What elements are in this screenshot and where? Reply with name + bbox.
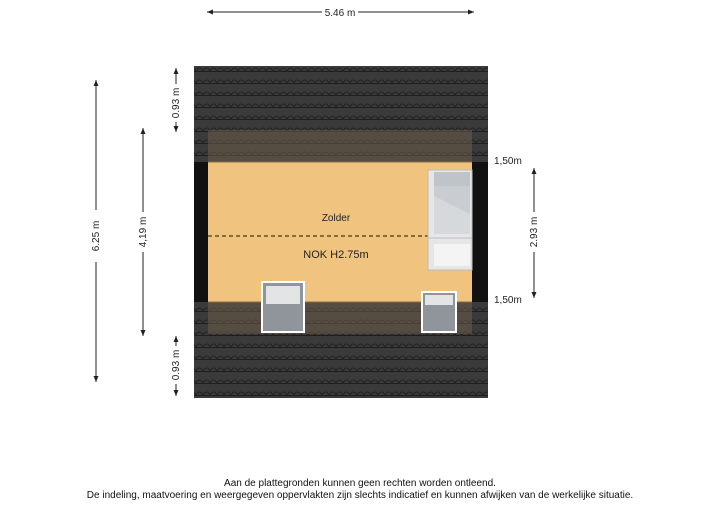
right-span-dimension [529,168,540,298]
roof-window-left [262,282,304,332]
left-bottom-dimension [171,336,182,396]
top-width-dimension [207,8,474,19]
right-span-label: 2.93 m [529,216,540,248]
ridge-height-label: NOK H2.75m [303,249,369,261]
left-top-dimension [171,68,182,132]
left-inner-label: 4,19 m [138,216,149,248]
wall-left [194,162,208,302]
left-total-dimension [91,80,102,382]
left-total-label: 6.25 m [91,220,102,252]
right-top-height-label: 1,50m [494,156,522,167]
top-width-label: 5.46 m [324,8,356,19]
disclaimer-line-1: Aan de plattegronden kunnen geen rechten worden ontleend. [224,478,496,489]
left-inner-dimension [138,128,149,336]
room-name: Zolder [321,213,351,224]
right-bottom-height-label: 1,50m [494,295,522,306]
left-top-label: 0.93 m [171,87,182,119]
roof-window-right [422,292,456,332]
left-bottom-label: 0.93 m [171,349,182,381]
staircase [428,170,472,270]
wall-right [472,162,488,302]
disclaimer-line-2: De indeling, maatvoering en weergegeven oppervlakten zijn slechts indicatief en kunnen afwijken van de werkelijke situatie. [86,490,634,501]
